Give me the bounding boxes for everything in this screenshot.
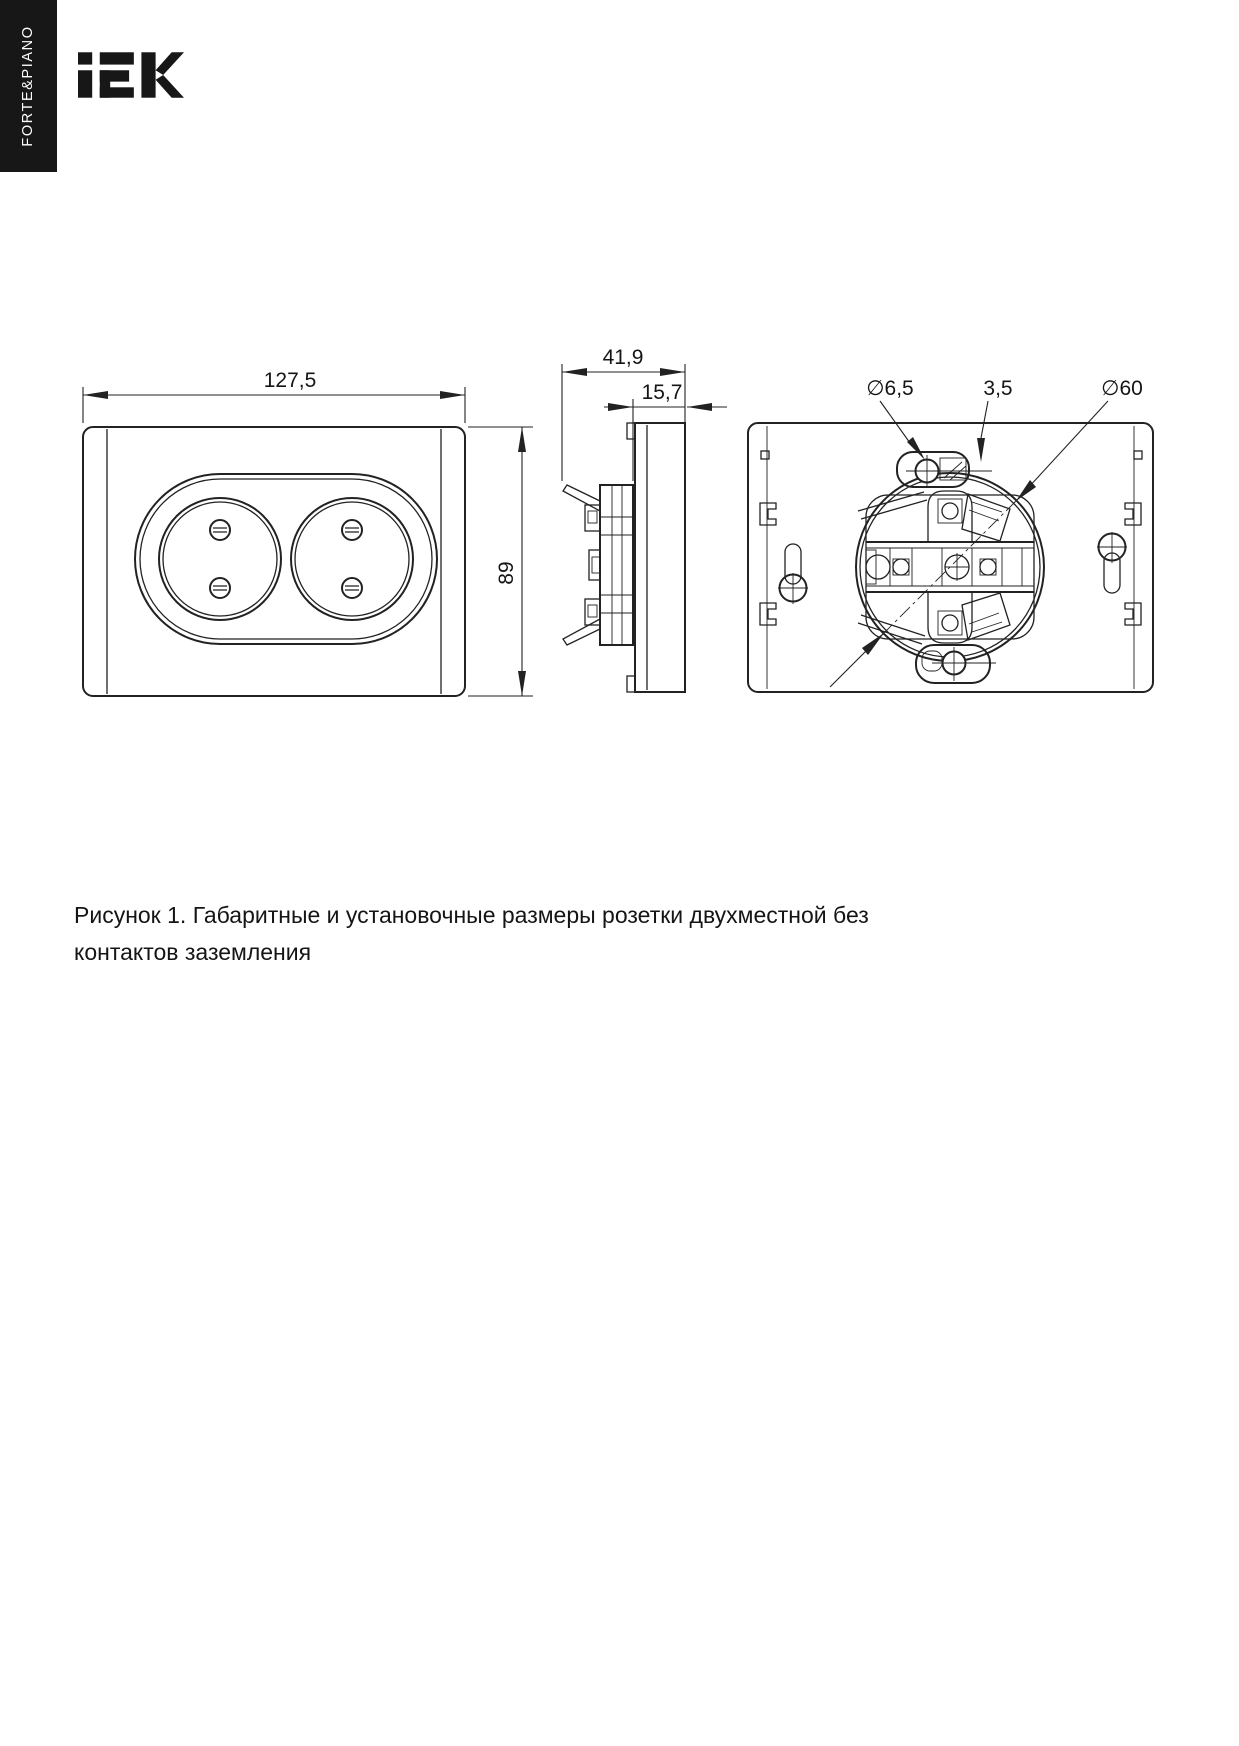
dim-label-box-diameter: ∅60 [1101,377,1143,400]
dim-label-claw-slot: 3,5 [983,377,1013,400]
back-view-drawing [748,377,1153,692]
side-view-drawing [562,346,727,692]
side-view-mechanism [563,485,633,645]
dim-label-front-height: 89 [495,561,518,585]
front-view-drawing [83,369,533,696]
figure-caption: Рисунок 1. Габаритные и установочные размеры розетки двухместной без контактов заземления [74,902,869,965]
dim-label-side-depth: 41,9 [602,346,644,369]
iek-logo [78,52,184,98]
dim-label-side-front-depth: 15,7 [641,381,683,404]
series-banner [0,0,57,172]
series-banner-label: FORTE&PIANO [20,25,36,147]
dim-label-front-width: 127,5 [263,369,317,392]
figure-drawing [0,295,1239,735]
dim-label-hole-diameter: ∅6,5 [866,377,914,400]
